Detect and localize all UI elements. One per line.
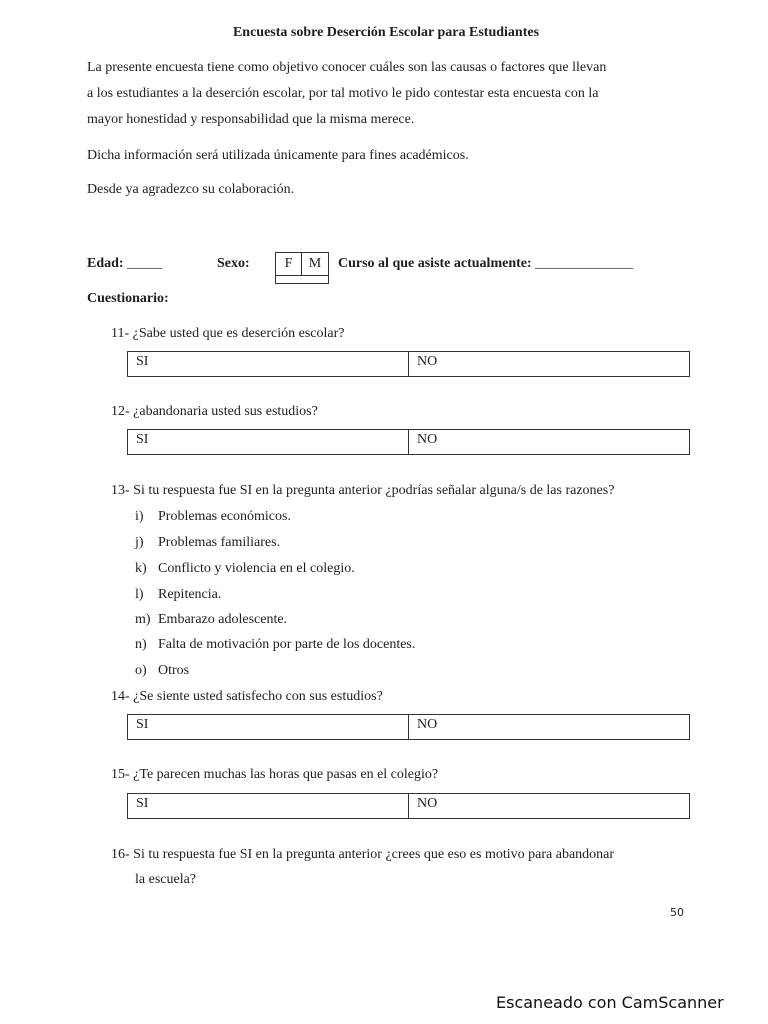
list-item-text: Repitencia. bbox=[158, 587, 222, 602]
list-item-text: Embarazo adolescente. bbox=[158, 612, 288, 627]
answer-yes-14: SI bbox=[128, 715, 409, 739]
answer-no-14: NO bbox=[417, 717, 438, 732]
answer-table-11 bbox=[127, 351, 690, 377]
question-11: 11- ¿Sabe usted que es deserción escolar? bbox=[111, 326, 345, 341]
age-label: Edad: bbox=[87, 256, 124, 271]
answer-yes-12: SI bbox=[128, 430, 409, 454]
list-item-label: m) bbox=[135, 612, 151, 627]
list-item-label: i) bbox=[135, 509, 144, 524]
course-field bbox=[338, 256, 633, 272]
list-item-label: n) bbox=[135, 637, 147, 652]
answer-no-12: NO bbox=[417, 432, 438, 447]
intro-line-1: La presente encuesta tiene como objetivo conocer cuáles son las causas o factores que llevan bbox=[87, 60, 607, 75]
sex-option-m: M bbox=[308, 256, 322, 271]
age-field bbox=[87, 256, 162, 272]
answer-table-12 bbox=[127, 429, 690, 455]
document-title: Encuesta sobre Deserción Escolar para Estudiantes bbox=[232, 25, 540, 40]
section-title: Cuestionario: bbox=[87, 291, 169, 306]
list-item-text: Otros bbox=[158, 663, 190, 678]
question-16-line-2: la escuela? bbox=[135, 872, 197, 887]
scanner-watermark: Escaneado con CamScanner bbox=[496, 993, 724, 1012]
question-14: 14- ¿Se siente usted satisfecho con sus estudios? bbox=[111, 689, 383, 704]
answer-table-15 bbox=[127, 793, 690, 819]
question-16-line-1: 16- Si tu respuesta fue SI en la pregunta anterior ¿crees que eso es motivo para abandonar bbox=[111, 847, 615, 862]
list-item-label: l) bbox=[135, 587, 144, 602]
sex-options-box bbox=[275, 252, 329, 284]
answer-yes-11: SI bbox=[128, 352, 409, 376]
list-item-text: Problemas económicos. bbox=[158, 509, 291, 524]
list-item-text: Problemas familiares. bbox=[158, 535, 281, 550]
answer-no-15: NO bbox=[417, 796, 438, 811]
answer-table-14 bbox=[127, 714, 690, 740]
question-15: 15- ¿Te parecen muchas las horas que pasas en el colegio? bbox=[111, 767, 439, 782]
answer-no-11: NO bbox=[417, 354, 438, 369]
list-item-text: Conflicto y violencia en el colegio. bbox=[158, 561, 355, 576]
list-item-label: j) bbox=[135, 535, 144, 550]
list-item bbox=[135, 535, 280, 551]
question-13: 13- Si tu respuesta fue SI en la pregunta anterior ¿podrías señalar alguna/s de las razones? bbox=[111, 483, 615, 498]
list-item bbox=[135, 587, 221, 603]
usage-note: Dicha información será utilizada únicamente para fines académicos. bbox=[87, 148, 469, 163]
list-item bbox=[135, 509, 291, 525]
list-item-label: k) bbox=[135, 561, 147, 576]
list-item-label: o) bbox=[135, 663, 147, 678]
list-item bbox=[135, 637, 415, 653]
intro-line-2: a los estudiantes a la deserción escolar, por tal motivo le pido contestar esta encuesta con la bbox=[87, 86, 599, 101]
page-number: 50 bbox=[670, 906, 684, 919]
sex-label: Sexo: bbox=[217, 256, 250, 271]
course-blank: ______________ bbox=[535, 256, 634, 271]
course-label: Curso al que asiste actualmente: bbox=[338, 256, 532, 271]
question-12: 12- ¿abandonaria usted sus estudios? bbox=[111, 404, 318, 419]
thanks-note: Desde ya agradezco su colaboración. bbox=[87, 182, 295, 197]
list-item-text: Falta de motivación por parte de los docentes. bbox=[158, 637, 416, 652]
list-item bbox=[135, 612, 287, 628]
intro-line-3: mayor honestidad y responsabilidad que la misma merece. bbox=[87, 112, 415, 127]
age-blank: _____ bbox=[127, 256, 163, 271]
sex-option-f: F bbox=[276, 253, 302, 275]
list-item bbox=[135, 663, 189, 679]
list-item bbox=[135, 561, 355, 577]
answer-yes-15: SI bbox=[128, 794, 409, 818]
